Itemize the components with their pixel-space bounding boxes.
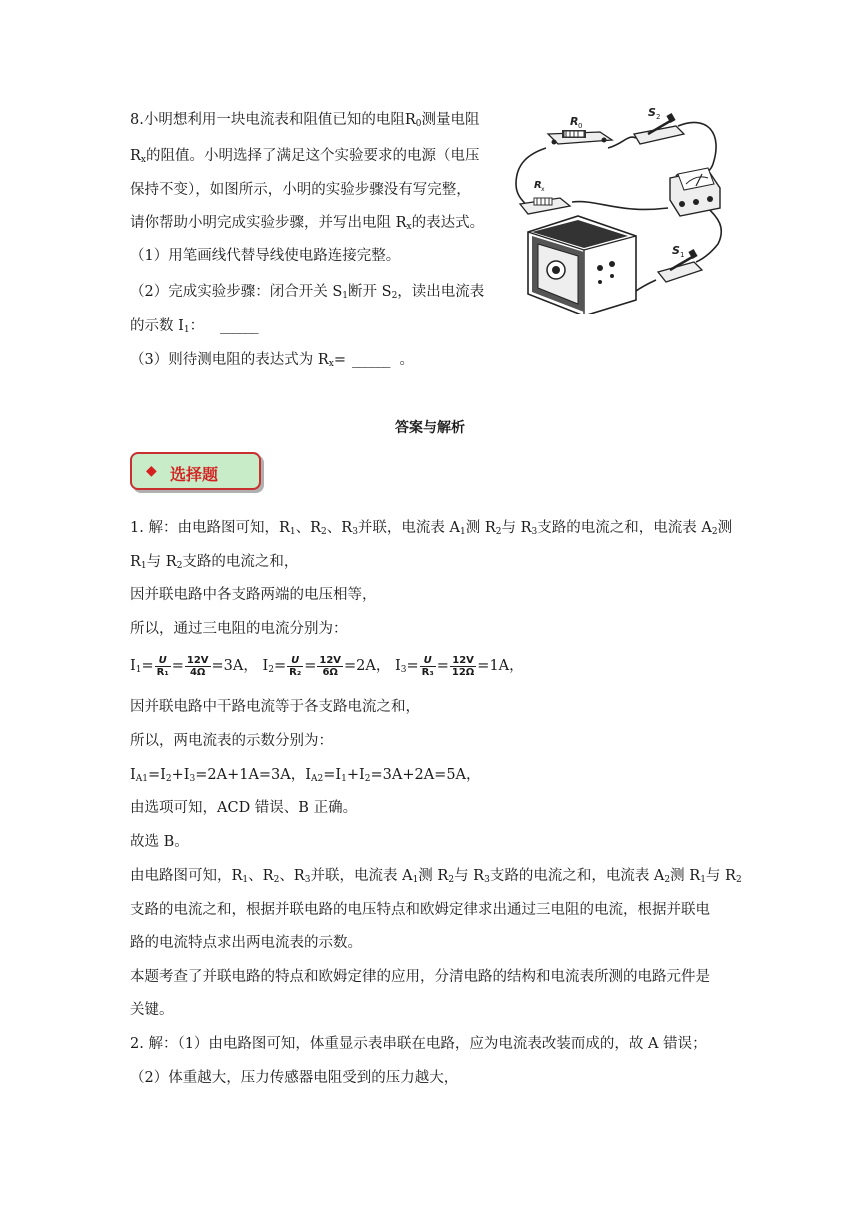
diamond-icon: ◆	[146, 463, 157, 479]
sol1-line-4: 所以，通过三电阻的电流分别为：	[130, 621, 348, 637]
sol1-formula-line: $I_1=$ $\frac{U}{\text{R₁}}$ = $\frac{12V}{4\Omega}$ =3A， $I_2=$ $\frac{U}{\text{R₂}}$ = $\frac{12V}{6\Omega}$ =2A， $I_3=$ $\frac{U}{\text{R₃}}$ = $\frac{12V}{12\Omega}$ =1A，	[130, 654, 524, 678]
answer-blank-1[interactable]: ______	[220, 318, 258, 334]
sol1-line-13: 本题考查了并联电路的特点和欧姆定律的应用，分清电路的结构和电流表所测的电路元件是	[130, 969, 710, 985]
sol1-line-14: 关键。	[130, 1002, 174, 1018]
q8-line-3: 保持不变），如图所示，小明的实验步骤没有写完整，	[130, 182, 471, 198]
q8-line-4: 请你帮助小明完成实验步骤，并写出电阻 $R_x$的表达式。	[130, 215, 485, 232]
svg-text:x: x	[541, 186, 545, 193]
sol1-line-12: 路的电流特点求出两电流表的示数。	[130, 935, 362, 951]
sol1-line-2: $R_1$与 $R_2$支路的电流之和，	[130, 554, 299, 571]
r0-label: R	[570, 115, 579, 128]
svg-text:1: 1	[680, 251, 685, 259]
section-badge	[130, 452, 261, 490]
frac-12v-6ohm: $\frac{12V}{6\Omega}$	[319, 654, 342, 678]
q8-step-2-cont: 的示数 $I_1$： ______	[130, 318, 258, 335]
svg-text:0: 0	[578, 122, 583, 130]
sol1-line-1: 1. 解：由电路图可知，$R_1$、$R_2$、$R_3$并联，电流表 $A_1$测 $R_2$与 $R_3$支路的电流之和，电流表 $A_2$测	[130, 520, 733, 537]
svg-text:S: S	[672, 244, 680, 257]
svg-text:2: 2	[656, 113, 661, 121]
q8-step-2: （2）完成实验步骤：闭合开关 $S_1$断开 $S_2$，读出电流表	[130, 284, 485, 301]
sol1-line-5: 因并联电路中干路电流等于各支路电流之和，	[130, 699, 420, 715]
sol1-line-6: 所以，两电流表的示数分别为：	[130, 733, 333, 749]
frac-u-r3: $\frac{U}{\text{R₃}}$	[421, 654, 434, 678]
sol2-line-2: （2）体重越大，压力传感器电阻受到的压力越大，	[130, 1070, 459, 1086]
section-badge-label: 选择题	[170, 465, 219, 484]
sol1-line-3: 因并联电路中各支路两端的电压相等，	[130, 587, 377, 603]
q8-step-1: （1）用笔画线代替导线使电路连接完整。	[130, 248, 401, 264]
resistor-rx	[520, 180, 570, 214]
frac-12v-12ohm: $\frac{12V}{12\Omega}$	[451, 654, 475, 678]
power-supply	[528, 216, 636, 314]
answer-blank-2[interactable]: ______	[352, 352, 390, 368]
frac-u-r1: $\frac{U}{\text{R₁}}$	[156, 654, 169, 678]
sol1-line-10: 由电路图可知，$R_1$、$R_2$、$R_3$并联，电流表 $A_1$测 $R_2$与 $R_3$支路的电流之和，电流表 $A_2$测 $R_1$与 $R_2$	[130, 868, 742, 885]
sol1-line-7: $I_{A1}=I_2+I_3=2A+1A=3A$，$I_{A2}=I_1+I_2=3A+2A=5A$，	[130, 767, 481, 784]
frac-u-r2: $\frac{U}{\text{R₂}}$	[289, 654, 302, 678]
svg-text:R: R	[534, 180, 542, 191]
circuit-figure	[508, 104, 738, 314]
q8-line-1: 8.小明想利用一块电流表和阻值已知的电阻$R_0$测量电阻	[130, 112, 480, 129]
svg-text:S: S	[648, 106, 656, 119]
switch-s2	[634, 106, 684, 144]
sol1-line-11: 支路的电流之和，根据并联电路的电压特点和欧姆定律求出通过三电阻的电流，根据并联电	[130, 902, 710, 918]
switch-s1	[658, 244, 702, 282]
sol1-line-8: 由选项可知，ACD 错误、B 正确。	[130, 800, 358, 816]
answers-title: 答案与解析	[395, 420, 465, 436]
frac-12v-4ohm: $\frac{12V}{4\Omega}$	[186, 654, 209, 678]
q8-step-3: （3）则待测电阻的表达式为 $R_x=$ ______ 。	[130, 352, 414, 369]
sol2-line-1: 2. 解：（1）由电路图可知，体重显示表串联在电路，应为电流表改装而成的，故 A 错误；	[130, 1036, 707, 1052]
sol1-line-9: 故选 B。	[130, 834, 189, 850]
resistor-r0	[548, 115, 612, 145]
q8-line-2: $R_x$的阻值。小明选择了满足这个实验要求的电源（电压	[130, 148, 480, 165]
